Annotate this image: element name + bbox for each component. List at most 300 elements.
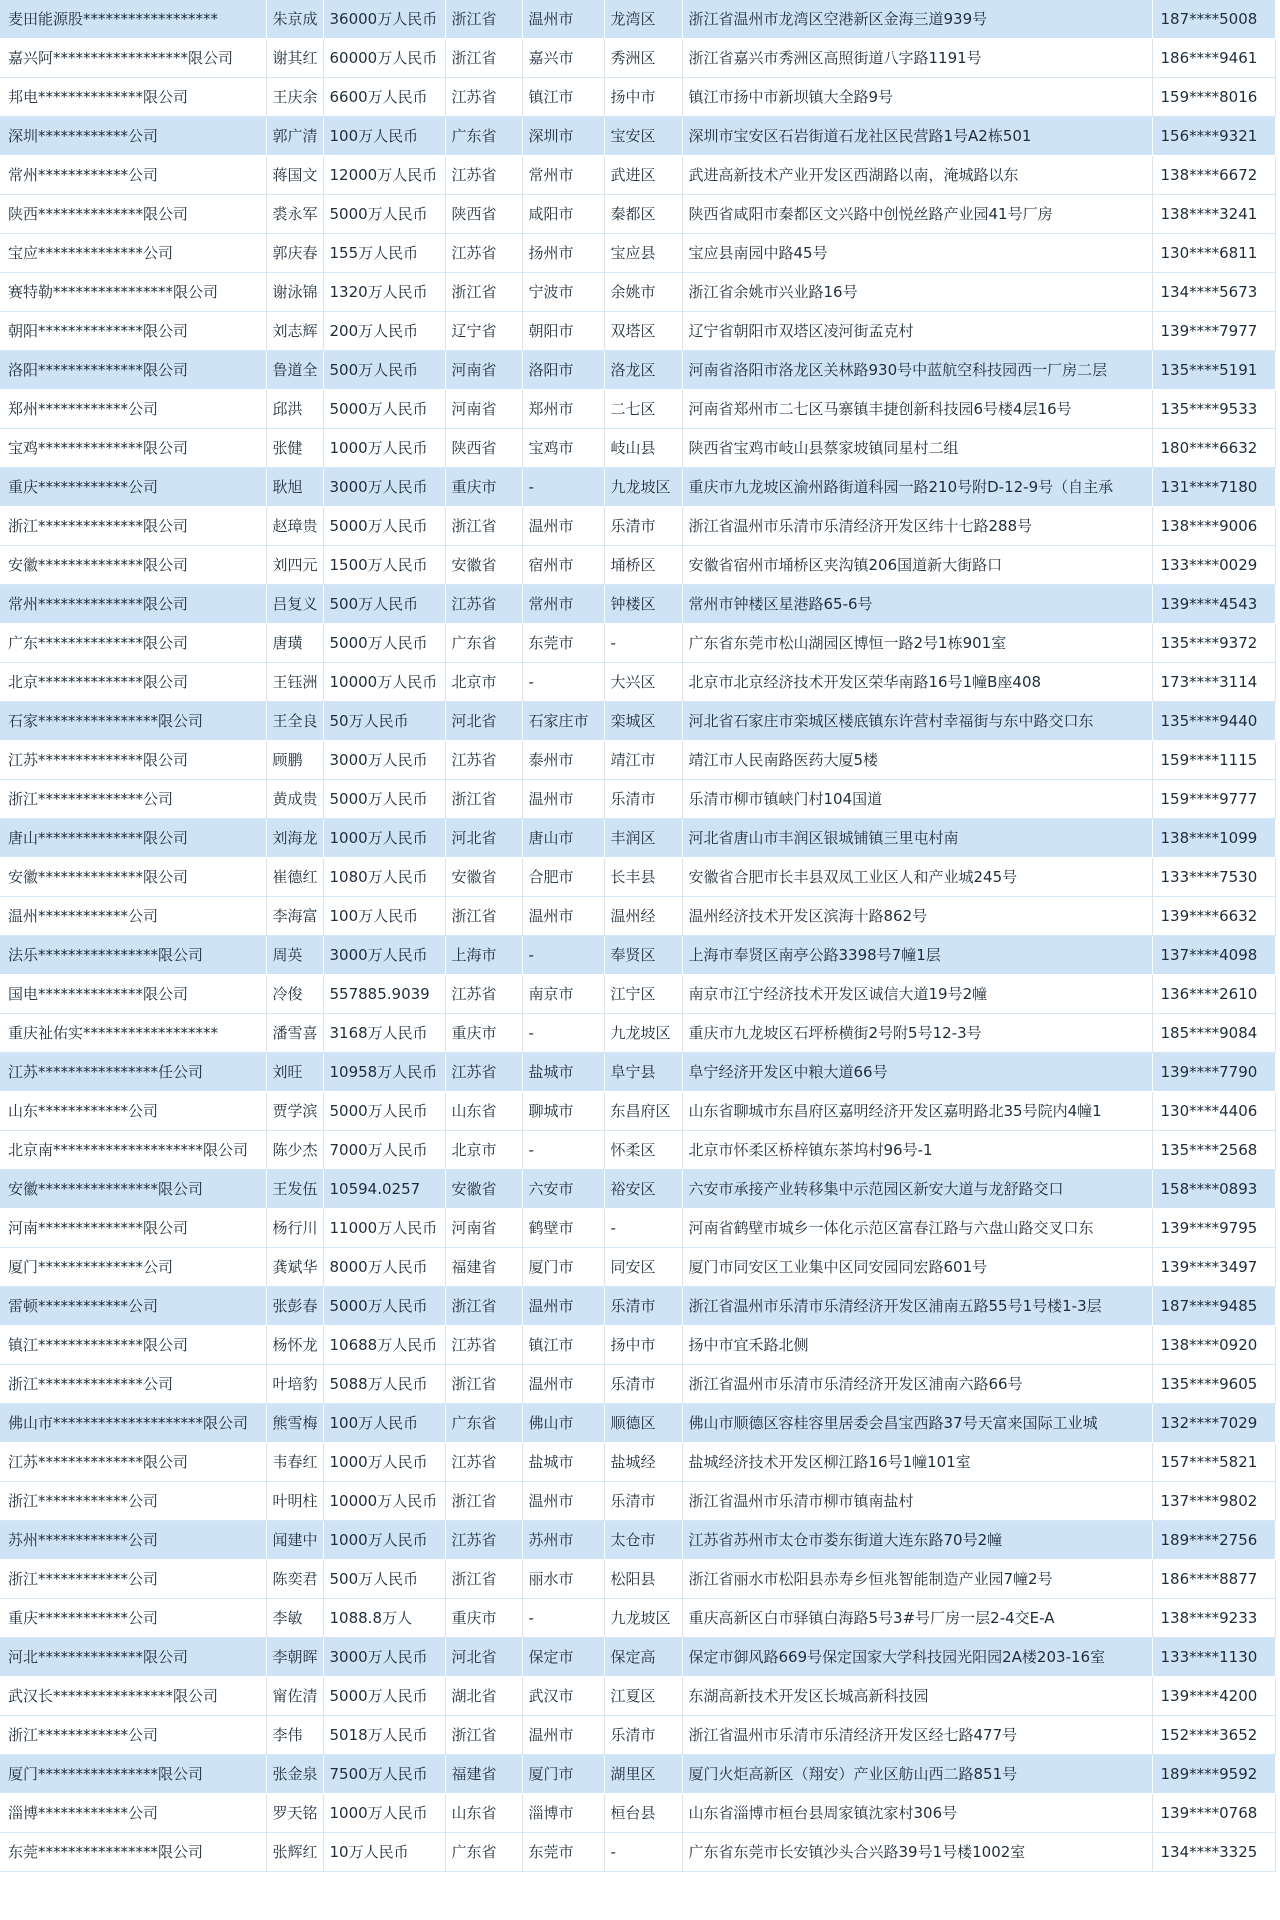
address-cell: 镇江市扬中市新坝镇大全路9号 — [682, 78, 1152, 117]
address-cell: 保定市御风路669号保定国家大学科技园光阳园2A楼203-16室 — [682, 1638, 1152, 1677]
city-cell: 温州市 — [522, 507, 604, 546]
province-cell: 浙江省 — [445, 39, 522, 78]
phone-cell: 138****1099 — [1152, 819, 1275, 858]
legal-representative-cell: 杨行川 — [266, 1209, 323, 1248]
address-cell: 厦门市同安区工业集中区同安园同宏路601号 — [682, 1248, 1152, 1287]
registered-capital-cell: 36000万人民币 — [323, 0, 445, 39]
company-name-cell: 陕西**************限公司 — [0, 195, 266, 234]
city-cell: - — [522, 1599, 604, 1638]
registered-capital-cell: 3000万人民币 — [323, 468, 445, 507]
phone-cell: 134****3325 — [1152, 1833, 1275, 1872]
legal-representative-cell: 熊雪梅 — [266, 1404, 323, 1443]
registered-capital-cell: 50万人民币 — [323, 702, 445, 741]
legal-representative-cell: 张辉红 — [266, 1833, 323, 1872]
address-cell: 安徽省合肥市长丰县双凤工业区人和产业城245号 — [682, 858, 1152, 897]
address-cell: 东湖高新技术开发区长城高新科技园 — [682, 1677, 1152, 1716]
table-row — [0, 1599, 1275, 1638]
registered-capital-cell: 1080万人民币 — [323, 858, 445, 897]
phone-cell: 139****3497 — [1152, 1248, 1275, 1287]
address-cell: 温州经济技术开发区滨海十路862号 — [682, 897, 1152, 936]
table-row — [0, 780, 1275, 819]
city-cell: 南京市 — [522, 975, 604, 1014]
registered-capital-cell: 1088.8万人 — [323, 1599, 445, 1638]
address-cell: 河北省唐山市丰润区银城铺镇三里屯村南 — [682, 819, 1152, 858]
table-row — [0, 1521, 1275, 1560]
district-cell: 扬中市 — [604, 78, 682, 117]
province-cell: 江苏省 — [445, 1326, 522, 1365]
province-cell: 上海市 — [445, 936, 522, 975]
registered-capital-cell: 5018万人民币 — [323, 1716, 445, 1755]
province-cell: 河北省 — [445, 702, 522, 741]
company-name-cell: 河北**************限公司 — [0, 1638, 266, 1677]
province-cell: 河北省 — [445, 1638, 522, 1677]
table-row — [0, 1482, 1275, 1521]
province-cell: 广东省 — [445, 1404, 522, 1443]
city-cell: 东莞市 — [522, 624, 604, 663]
district-cell: 秀洲区 — [604, 39, 682, 78]
table-row — [0, 1833, 1275, 1872]
city-cell: 佛山市 — [522, 1404, 604, 1443]
company-name-cell: 浙江**************公司 — [0, 1365, 266, 1404]
phone-cell: 133****0029 — [1152, 546, 1275, 585]
registered-capital-cell: 1000万人民币 — [323, 1521, 445, 1560]
address-cell: 江苏省苏州市太仓市娄东街道大连东路70号2幢 — [682, 1521, 1152, 1560]
district-cell: 怀柔区 — [604, 1131, 682, 1170]
legal-representative-cell: 龚斌华 — [266, 1248, 323, 1287]
registered-capital-cell: 100万人民币 — [323, 117, 445, 156]
legal-representative-cell: 裘永军 — [266, 195, 323, 234]
table-row — [0, 1755, 1275, 1794]
table-row — [0, 936, 1275, 975]
district-cell: 乐清市 — [604, 1365, 682, 1404]
city-cell: 合肥市 — [522, 858, 604, 897]
registered-capital-cell: 3000万人民币 — [323, 741, 445, 780]
legal-representative-cell: 刘海龙 — [266, 819, 323, 858]
table-row — [0, 429, 1275, 468]
province-cell: 浙江省 — [445, 1716, 522, 1755]
district-cell: 乐清市 — [604, 1716, 682, 1755]
city-cell: 洛阳市 — [522, 351, 604, 390]
address-cell: 南京市江宁经济技术开发区诚信大道19号2幢 — [682, 975, 1152, 1014]
address-cell: 浙江省丽水市松阳县赤寿乡恒兆智能制造产业园7幢2号 — [682, 1560, 1152, 1599]
district-cell: 裕安区 — [604, 1170, 682, 1209]
table-row — [0, 1404, 1275, 1443]
city-cell: 武汉市 — [522, 1677, 604, 1716]
province-cell: 江苏省 — [445, 975, 522, 1014]
address-cell: 浙江省温州市乐清市乐清经济开发区经七路477号 — [682, 1716, 1152, 1755]
district-cell: 桓台县 — [604, 1794, 682, 1833]
city-cell: 宝鸡市 — [522, 429, 604, 468]
province-cell: 河南省 — [445, 351, 522, 390]
company-name-cell: 江苏**************限公司 — [0, 1443, 266, 1482]
company-name-cell: 重庆************公司 — [0, 1599, 266, 1638]
city-cell: 东莞市 — [522, 1833, 604, 1872]
city-cell: - — [522, 468, 604, 507]
legal-representative-cell: 王庆余 — [266, 78, 323, 117]
legal-representative-cell: 叶明柱 — [266, 1482, 323, 1521]
city-cell: 扬州市 — [522, 234, 604, 273]
district-cell: 奉贤区 — [604, 936, 682, 975]
address-cell: 靖江市人民南路医药大厦5楼 — [682, 741, 1152, 780]
company-name-cell: 常州************公司 — [0, 156, 266, 195]
phone-cell: 180****6632 — [1152, 429, 1275, 468]
district-cell: 洛龙区 — [604, 351, 682, 390]
table-row — [0, 1248, 1275, 1287]
registered-capital-cell: 10万人民币 — [323, 1833, 445, 1872]
address-cell: 广东省东莞市松山湖园区博恒一路2号1栋901室 — [682, 624, 1152, 663]
legal-representative-cell: 谢泳锦 — [266, 273, 323, 312]
district-cell: 埇桥区 — [604, 546, 682, 585]
province-cell: 湖北省 — [445, 1677, 522, 1716]
city-cell: 厦门市 — [522, 1755, 604, 1794]
city-cell: 深圳市 — [522, 117, 604, 156]
phone-cell: 186****8877 — [1152, 1560, 1275, 1599]
address-cell: 河南省鹤壁市城乡一体化示范区富春江路与六盘山路交叉口东 — [682, 1209, 1152, 1248]
district-cell: 龙湾区 — [604, 0, 682, 39]
province-cell: 福建省 — [445, 1755, 522, 1794]
address-cell: 陕西省咸阳市秦都区文兴路中创悦丝路产业园41号厂房 — [682, 195, 1152, 234]
registered-capital-cell: 5000万人民币 — [323, 624, 445, 663]
table-row — [0, 39, 1275, 78]
company-name-cell: 嘉兴阿******************限公司 — [0, 39, 266, 78]
district-cell: - — [604, 1209, 682, 1248]
city-cell: 常州市 — [522, 585, 604, 624]
company-name-cell: 安徽****************限公司 — [0, 1170, 266, 1209]
table-row — [0, 390, 1275, 429]
district-cell: 阜宁县 — [604, 1053, 682, 1092]
province-cell: 浙江省 — [445, 1482, 522, 1521]
district-cell: 顺德区 — [604, 1404, 682, 1443]
company-name-cell: 郑州************公司 — [0, 390, 266, 429]
company-name-cell: 佛山市********************限公司 — [0, 1404, 266, 1443]
legal-representative-cell: 耿旭 — [266, 468, 323, 507]
table-row — [0, 195, 1275, 234]
company-name-cell: 常州**************限公司 — [0, 585, 266, 624]
legal-representative-cell: 闻建中 — [266, 1521, 323, 1560]
registered-capital-cell: 5000万人民币 — [323, 1092, 445, 1131]
table-row — [0, 624, 1275, 663]
address-cell: 厦门火炬高新区（翔安）产业区舫山西二路851号 — [682, 1755, 1152, 1794]
registered-capital-cell: 500万人民币 — [323, 585, 445, 624]
district-cell: 秦都区 — [604, 195, 682, 234]
district-cell: 岐山县 — [604, 429, 682, 468]
district-cell: - — [604, 1833, 682, 1872]
city-cell: - — [522, 1131, 604, 1170]
company-name-cell: 北京南********************限公司 — [0, 1131, 266, 1170]
city-cell: 镇江市 — [522, 1326, 604, 1365]
phone-cell: 189****9592 — [1152, 1755, 1275, 1794]
table-row — [0, 702, 1275, 741]
table-row — [0, 0, 1275, 39]
company-name-cell: 浙江**************公司 — [0, 780, 266, 819]
registered-capital-cell: 100万人民币 — [323, 1404, 445, 1443]
phone-cell: 135****9533 — [1152, 390, 1275, 429]
province-cell: 北京市 — [445, 663, 522, 702]
registered-capital-cell: 200万人民币 — [323, 312, 445, 351]
company-name-cell: 东莞****************限公司 — [0, 1833, 266, 1872]
province-cell: 浙江省 — [445, 1560, 522, 1599]
province-cell: 广东省 — [445, 1833, 522, 1872]
province-cell: 江苏省 — [445, 585, 522, 624]
district-cell: 大兴区 — [604, 663, 682, 702]
city-cell: 六安市 — [522, 1170, 604, 1209]
company-name-cell: 邦电**************限公司 — [0, 78, 266, 117]
phone-cell: 138****0920 — [1152, 1326, 1275, 1365]
legal-representative-cell: 鲁道全 — [266, 351, 323, 390]
registered-capital-cell: 60000万人民币 — [323, 39, 445, 78]
phone-cell: 173****3114 — [1152, 663, 1275, 702]
table-row — [0, 1794, 1275, 1833]
phone-cell: 134****5673 — [1152, 273, 1275, 312]
district-cell: 靖江市 — [604, 741, 682, 780]
registered-capital-cell: 7000万人民币 — [323, 1131, 445, 1170]
phone-cell: 139****7977 — [1152, 312, 1275, 351]
registered-capital-cell: 1500万人民币 — [323, 546, 445, 585]
province-cell: 江苏省 — [445, 234, 522, 273]
phone-cell: 133****7530 — [1152, 858, 1275, 897]
city-cell: 唐山市 — [522, 819, 604, 858]
phone-cell: 135****2568 — [1152, 1131, 1275, 1170]
address-cell: 河南省郑州市二七区马寨镇丰捷创新科技园6号楼4层16号 — [682, 390, 1152, 429]
company-name-cell: 宝应**************公司 — [0, 234, 266, 273]
city-cell: 盐城市 — [522, 1443, 604, 1482]
province-cell: 浙江省 — [445, 273, 522, 312]
province-cell: 江苏省 — [445, 78, 522, 117]
table-row — [0, 1443, 1275, 1482]
legal-representative-cell: 崔德红 — [266, 858, 323, 897]
city-cell: 温州市 — [522, 1287, 604, 1326]
legal-representative-cell: 陈奕君 — [266, 1560, 323, 1599]
phone-cell: 137****4098 — [1152, 936, 1275, 975]
district-cell: 乐清市 — [604, 1287, 682, 1326]
legal-representative-cell: 谢其红 — [266, 39, 323, 78]
city-cell: 咸阳市 — [522, 195, 604, 234]
registered-capital-cell: 5000万人民币 — [323, 1677, 445, 1716]
registered-capital-cell: 5000万人民币 — [323, 390, 445, 429]
district-cell: 温州经 — [604, 897, 682, 936]
legal-representative-cell: 顾鹏 — [266, 741, 323, 780]
company-name-cell: 重庆祉佑实****************** — [0, 1014, 266, 1053]
city-cell: 聊城市 — [522, 1092, 604, 1131]
address-cell: 六安市承接产业转移集中示范园区新安大道与龙舒路交口 — [682, 1170, 1152, 1209]
city-cell: 宁波市 — [522, 273, 604, 312]
company-name-cell: 浙江************公司 — [0, 1482, 266, 1521]
company-name-cell: 镇江**************限公司 — [0, 1326, 266, 1365]
registered-capital-cell: 3000万人民币 — [323, 936, 445, 975]
address-cell: 重庆高新区白市驿镇白海路5号3#号厂房一层2-4交E-A — [682, 1599, 1152, 1638]
legal-representative-cell: 张彭春 — [266, 1287, 323, 1326]
company-name-cell: 麦田能源股****************** — [0, 0, 266, 39]
province-cell: 陕西省 — [445, 195, 522, 234]
address-cell: 北京市怀柔区桥梓镇东茶坞村96号-1 — [682, 1131, 1152, 1170]
legal-representative-cell: 韦春红 — [266, 1443, 323, 1482]
province-cell: 河南省 — [445, 1209, 522, 1248]
address-cell: 浙江省余姚市兴业路16号 — [682, 273, 1152, 312]
legal-representative-cell: 刘四元 — [266, 546, 323, 585]
phone-cell: 156****9321 — [1152, 117, 1275, 156]
phone-cell: 135****9605 — [1152, 1365, 1275, 1404]
legal-representative-cell: 李朝晖 — [266, 1638, 323, 1677]
province-cell: 广东省 — [445, 624, 522, 663]
phone-cell: 189****2756 — [1152, 1521, 1275, 1560]
registered-capital-cell: 5000万人民币 — [323, 780, 445, 819]
company-name-cell: 浙江**************限公司 — [0, 507, 266, 546]
table-row — [0, 1053, 1275, 1092]
address-cell: 上海市奉贤区南亭公路3398号7幢1层 — [682, 936, 1152, 975]
district-cell: 余姚市 — [604, 273, 682, 312]
city-cell: 保定市 — [522, 1638, 604, 1677]
phone-cell: 138****9233 — [1152, 1599, 1275, 1638]
district-cell: 九龙坡区 — [604, 1014, 682, 1053]
province-cell: 山东省 — [445, 1092, 522, 1131]
city-cell: 嘉兴市 — [522, 39, 604, 78]
company-name-cell: 安徽**************限公司 — [0, 546, 266, 585]
phone-cell: 157****5821 — [1152, 1443, 1275, 1482]
district-cell: - — [604, 624, 682, 663]
phone-cell: 132****7029 — [1152, 1404, 1275, 1443]
city-cell: - — [522, 663, 604, 702]
legal-representative-cell: 郭庆春 — [266, 234, 323, 273]
company-name-cell: 宝鸡**************限公司 — [0, 429, 266, 468]
phone-cell: 139****9795 — [1152, 1209, 1275, 1248]
city-cell: 石家庄市 — [522, 702, 604, 741]
legal-representative-cell: 刘旺 — [266, 1053, 323, 1092]
province-cell: 重庆市 — [445, 1599, 522, 1638]
phone-cell: 138****9006 — [1152, 507, 1275, 546]
registered-capital-cell: 11000万人民币 — [323, 1209, 445, 1248]
table-row — [0, 858, 1275, 897]
address-cell: 辽宁省朝阳市双塔区凌河街孟克村 — [682, 312, 1152, 351]
company-name-cell: 山东************公司 — [0, 1092, 266, 1131]
city-cell: 镇江市 — [522, 78, 604, 117]
province-cell: 河北省 — [445, 819, 522, 858]
company-name-cell: 重庆************公司 — [0, 468, 266, 507]
table-row — [0, 819, 1275, 858]
table-row — [0, 234, 1275, 273]
company-name-cell: 淄博************公司 — [0, 1794, 266, 1833]
district-cell: 保定高 — [604, 1638, 682, 1677]
district-cell: 东昌府区 — [604, 1092, 682, 1131]
table-row — [0, 1092, 1275, 1131]
legal-representative-cell: 王钰洲 — [266, 663, 323, 702]
district-cell: 武进区 — [604, 156, 682, 195]
province-cell: 广东省 — [445, 117, 522, 156]
district-cell: 栾城区 — [604, 702, 682, 741]
registered-capital-cell: 557885.9039 — [323, 975, 445, 1014]
company-name-cell: 江苏**************限公司 — [0, 741, 266, 780]
district-cell: 双塔区 — [604, 312, 682, 351]
phone-cell: 158****0893 — [1152, 1170, 1275, 1209]
table-row — [0, 897, 1275, 936]
company-name-cell: 法乐****************限公司 — [0, 936, 266, 975]
address-cell: 武进高新技术产业开发区西湖路以南，淹城路以东 — [682, 156, 1152, 195]
phone-cell: 187****9485 — [1152, 1287, 1275, 1326]
table-row — [0, 117, 1275, 156]
table-row — [0, 507, 1275, 546]
company-name-cell: 浙江************公司 — [0, 1560, 266, 1599]
phone-cell: 133****1130 — [1152, 1638, 1275, 1677]
phone-cell: 136****2610 — [1152, 975, 1275, 1014]
table-row — [0, 1131, 1275, 1170]
address-cell: 河南省洛阳市洛龙区关林路930号中蓝航空科技园西一厂房二层 — [682, 351, 1152, 390]
city-cell: 朝阳市 — [522, 312, 604, 351]
registered-capital-cell: 10000万人民币 — [323, 1482, 445, 1521]
registered-capital-cell: 5000万人民币 — [323, 1287, 445, 1326]
address-cell: 浙江省温州市龙湾区空港新区金海三道939号 — [682, 0, 1152, 39]
legal-representative-cell: 张健 — [266, 429, 323, 468]
company-name-cell: 国电**************限公司 — [0, 975, 266, 1014]
address-cell: 重庆市九龙坡区渝州路街道科园一路210号附D-12-9号（自主承 — [682, 468, 1152, 507]
province-cell: 河南省 — [445, 390, 522, 429]
address-cell: 宝应县南园中路45号 — [682, 234, 1152, 273]
registered-capital-cell: 1320万人民币 — [323, 273, 445, 312]
district-cell: 江夏区 — [604, 1677, 682, 1716]
city-cell: 温州市 — [522, 1716, 604, 1755]
city-cell: 苏州市 — [522, 1521, 604, 1560]
registered-capital-cell: 10000万人民币 — [323, 663, 445, 702]
city-cell: 温州市 — [522, 780, 604, 819]
province-cell: 浙江省 — [445, 507, 522, 546]
city-cell: 温州市 — [522, 0, 604, 39]
province-cell: 江苏省 — [445, 741, 522, 780]
phone-cell: 139****7790 — [1152, 1053, 1275, 1092]
table-row — [0, 663, 1275, 702]
city-cell: - — [522, 1014, 604, 1053]
address-cell: 北京市北京经济技术开发区荣华南路16号1幢B座408 — [682, 663, 1152, 702]
district-cell: 九龙坡区 — [604, 1599, 682, 1638]
district-cell: 乐清市 — [604, 780, 682, 819]
district-cell: 二七区 — [604, 390, 682, 429]
province-cell: 辽宁省 — [445, 312, 522, 351]
company-name-cell: 雷顿************公司 — [0, 1287, 266, 1326]
city-cell: 鹤壁市 — [522, 1209, 604, 1248]
address-cell: 山东省聊城市东昌府区嘉明经济开发区嘉明路北35号院内4幢1 — [682, 1092, 1152, 1131]
company-name-cell: 赛特勒****************限公司 — [0, 273, 266, 312]
province-cell: 江苏省 — [445, 1443, 522, 1482]
province-cell: 山东省 — [445, 1794, 522, 1833]
district-cell: 江宁区 — [604, 975, 682, 1014]
province-cell: 浙江省 — [445, 780, 522, 819]
company-name-cell: 河南**************限公司 — [0, 1209, 266, 1248]
legal-representative-cell: 郭广清 — [266, 117, 323, 156]
legal-representative-cell: 李海富 — [266, 897, 323, 936]
province-cell: 福建省 — [445, 1248, 522, 1287]
company-name-cell: 浙江************公司 — [0, 1716, 266, 1755]
phone-cell: 137****9802 — [1152, 1482, 1275, 1521]
legal-representative-cell: 李敏 — [266, 1599, 323, 1638]
district-cell: 钟楼区 — [604, 585, 682, 624]
registered-capital-cell: 5000万人民币 — [323, 507, 445, 546]
city-cell: 郑州市 — [522, 390, 604, 429]
registered-capital-cell: 155万人民币 — [323, 234, 445, 273]
table-row — [0, 1560, 1275, 1599]
phone-cell: 138****6672 — [1152, 156, 1275, 195]
province-cell: 安徽省 — [445, 1170, 522, 1209]
phone-cell: 186****9461 — [1152, 39, 1275, 78]
address-cell: 浙江省嘉兴市秀洲区高照街道八字路1191号 — [682, 39, 1152, 78]
district-cell: 松阳县 — [604, 1560, 682, 1599]
province-cell: 重庆市 — [445, 1014, 522, 1053]
district-cell: 丰润区 — [604, 819, 682, 858]
company-name-cell: 朝阳**************限公司 — [0, 312, 266, 351]
province-cell: 重庆市 — [445, 468, 522, 507]
district-cell: 湖里区 — [604, 1755, 682, 1794]
phone-cell: 139****4543 — [1152, 585, 1275, 624]
legal-representative-cell: 甯佐清 — [266, 1677, 323, 1716]
legal-representative-cell: 王发伍 — [266, 1170, 323, 1209]
legal-representative-cell: 黄成贵 — [266, 780, 323, 819]
province-cell: 陕西省 — [445, 429, 522, 468]
